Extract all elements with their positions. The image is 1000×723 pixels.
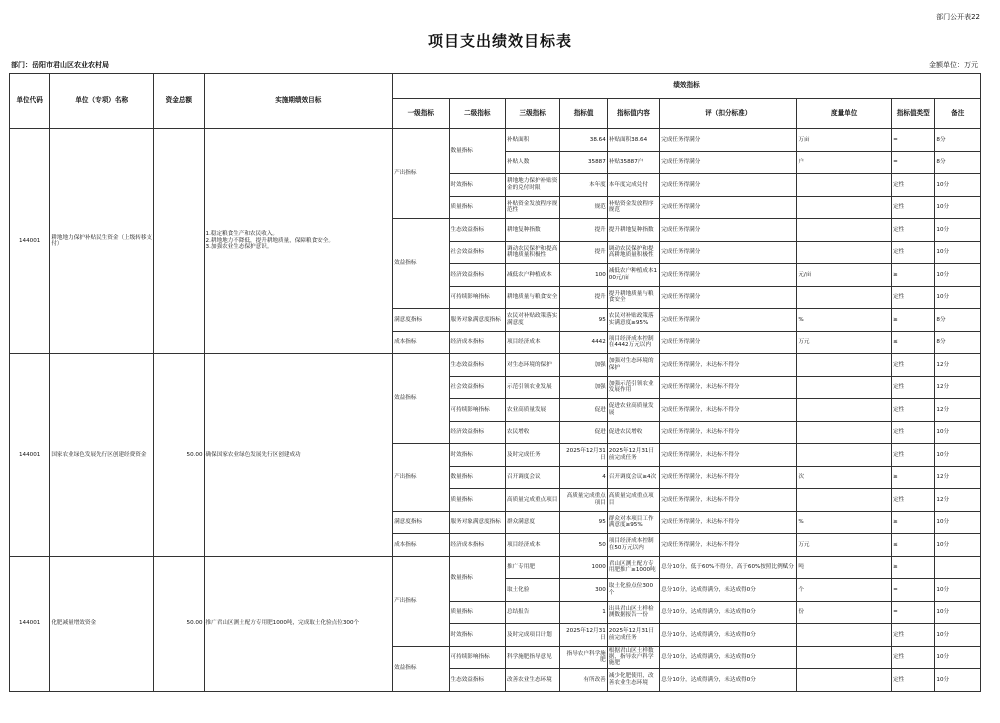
scoring-cell: 完成任务得满分 xyxy=(660,286,797,309)
level3-cell: 及时完成任务 xyxy=(505,444,559,467)
measure-unit-cell xyxy=(797,669,892,692)
measure-unit-cell xyxy=(797,646,892,669)
remark-cell: 12分 xyxy=(935,466,981,489)
level2-cell: 数量指标 xyxy=(449,466,505,489)
department-label: 部门：岳阳市君山区农业农村局 xyxy=(11,61,109,69)
remark-cell xyxy=(935,556,981,579)
indicator-content-cell: 项目经济成本控制在4442万元以内 xyxy=(607,331,659,354)
remark-cell: 12分 xyxy=(935,399,981,422)
level3-cell: 取土化验 xyxy=(505,579,559,602)
level1-cell: 产出指标 xyxy=(393,444,449,512)
project-name-cell: 国家农业绿色发展先行区创建经费资金 xyxy=(50,354,154,557)
indicator-content-cell: 补贴面积38.64 xyxy=(607,129,659,152)
level2-cell: 经济效益指标 xyxy=(449,264,505,287)
level3-cell: 推广专用肥 xyxy=(505,556,559,579)
value-type-cell: 定性 xyxy=(892,399,935,422)
indicator-content-cell: 取土化验点位300个 xyxy=(607,579,659,602)
indicator-content-cell: 群众对本项目工作满意度≥95% xyxy=(607,511,659,534)
value-type-cell: 定性 xyxy=(892,354,935,377)
level2-cell: 可持续影响指标 xyxy=(449,286,505,309)
scoring-cell: 总分10分，达成得满分，未达成得0分 xyxy=(660,601,797,624)
remark-cell: 10分 xyxy=(935,646,981,669)
measure-unit-cell xyxy=(797,354,892,377)
value-type-cell: 定性 xyxy=(892,219,935,242)
indicator-content-cell: 农民对补贴政策落实满意度≥95% xyxy=(607,309,659,332)
measure-unit-cell: 万元 xyxy=(797,331,892,354)
scoring-cell: 完成任务得满分，未达标不得分 xyxy=(660,444,797,467)
scoring-cell: 完成任务得满分，未达标不得分 xyxy=(660,466,797,489)
scoring-cell: 总分10分，低于60%不得分，高于60%按照比例赋分 xyxy=(660,556,797,579)
level2-cell: 可持续影响指标 xyxy=(449,399,505,422)
level2-cell: 服务对象满意度指标 xyxy=(449,511,505,534)
performance-table xyxy=(9,73,981,692)
remark-cell: 10分 xyxy=(935,241,981,264)
indicator-content-cell: 加强对生态环境的保护 xyxy=(607,354,659,377)
indicator-value-cell: 4 xyxy=(560,466,607,489)
level3-cell: 农业高质量发展 xyxy=(505,399,559,422)
scoring-cell: 完成任务得满分 xyxy=(660,219,797,242)
measure-unit-cell: 万元 xyxy=(797,534,892,557)
value-type-cell: 定性 xyxy=(892,444,935,467)
measure-unit-cell xyxy=(797,421,892,444)
remark-cell: 10分 xyxy=(935,444,981,467)
value-type-cell: 定性 xyxy=(892,196,935,219)
value-type-cell: = xyxy=(892,129,935,152)
measure-unit-cell: 户 xyxy=(797,151,892,174)
remark-cell: 12分 xyxy=(935,376,981,399)
indicator-value-cell: 2025年12月31日 xyxy=(560,624,607,647)
value-type-cell: ≥ xyxy=(892,264,935,287)
level3-cell: 及时完成项目计划 xyxy=(505,624,559,647)
level3-cell: 项目经济成本 xyxy=(505,534,559,557)
value-type-cell: ≥ xyxy=(892,556,935,579)
indicator-value-cell: 1000 xyxy=(560,556,607,579)
scoring-cell: 完成任务得满分 xyxy=(660,241,797,264)
indicator-value-cell: 95 xyxy=(560,511,607,534)
level3-cell: 补贴资金发放程序规范性 xyxy=(505,196,559,219)
remark-cell: 10分 xyxy=(935,219,981,242)
level1-cell: 效益指标 xyxy=(393,219,449,309)
indicator-content-cell: 根据君山区土样数据，指导农户科学施肥 xyxy=(607,646,659,669)
level2-cell: 时效指标 xyxy=(449,444,505,467)
page-title: 项目支出绩效目标表 xyxy=(427,32,572,50)
indicator-value-cell: 100 xyxy=(560,264,607,287)
value-type-cell: = xyxy=(892,151,935,174)
measure-unit-cell xyxy=(797,219,892,242)
level1-cell: 满意度指标 xyxy=(393,511,449,534)
level1-cell: 成本指标 xyxy=(393,331,449,354)
header-indicator-content: 指标值内容 xyxy=(607,99,659,129)
scoring-cell: 完成任务得满分 xyxy=(660,151,797,174)
indicator-value-cell: 指导农户科学施肥 xyxy=(560,646,607,669)
measure-unit-cell: 万亩 xyxy=(797,129,892,152)
level3-cell: 改善农业生态环境 xyxy=(505,669,559,692)
level2-cell: 质量指标 xyxy=(449,489,505,512)
measure-unit-cell xyxy=(797,489,892,512)
value-type-cell: = xyxy=(892,601,935,624)
indicator-value-cell: 50 xyxy=(560,534,607,557)
scoring-cell: 完成任务得满分 xyxy=(660,174,797,197)
measure-unit-cell: 份 xyxy=(797,601,892,624)
indicator-value-cell: 提升 xyxy=(560,241,607,264)
level3-cell: 减低农户种植成本 xyxy=(505,264,559,287)
scoring-cell: 完成任务得满分，未达标不得分 xyxy=(660,354,797,377)
unit-code-cell: 144001 xyxy=(10,354,50,557)
indicator-content-cell: 补贴35887户 xyxy=(607,151,659,174)
scoring-cell: 完成任务得满分 xyxy=(660,309,797,332)
level2-cell: 生态效益指标 xyxy=(449,354,505,377)
remark-cell: 10分 xyxy=(935,421,981,444)
indicator-content-cell: 提升耕地复种指数 xyxy=(607,219,659,242)
goal-cell: 推广君山区测土配方专用肥1000吨，完成取土化验点位300个 xyxy=(204,556,393,691)
value-type-cell: = xyxy=(892,579,935,602)
measure-unit-cell xyxy=(797,241,892,264)
level3-cell: 总结报告 xyxy=(505,601,559,624)
level1-cell: 成本指标 xyxy=(393,534,449,557)
measure-unit-cell xyxy=(797,399,892,422)
remark-cell: 8分 xyxy=(935,331,981,354)
indicator-value-cell: 1 xyxy=(560,601,607,624)
value-type-cell: 定性 xyxy=(892,376,935,399)
level3-cell: 耕地地力保护补贴资金的兑付时限 xyxy=(505,174,559,197)
header-remark: 备注 xyxy=(935,99,981,129)
level1-cell: 效益指标 xyxy=(393,646,449,691)
level3-cell: 农民对补贴政策落实满意度 xyxy=(505,309,559,332)
remark-cell: 10分 xyxy=(935,286,981,309)
indicator-value-cell: 2025年12月31日 xyxy=(560,444,607,467)
remark-cell: 10分 xyxy=(935,601,981,624)
indicator-content-cell: 减少化肥使用，改善农业生态环境 xyxy=(607,669,659,692)
level3-cell: 农民增收 xyxy=(505,421,559,444)
indicator-value-cell: 提升 xyxy=(560,219,607,242)
scoring-cell: 完成任务得满分 xyxy=(660,331,797,354)
indicator-value-cell: 95 xyxy=(560,309,607,332)
unit-code-cell: 144001 xyxy=(10,556,50,691)
project-name-cell: 化肥减量增效资金 xyxy=(50,556,154,691)
measure-unit-cell xyxy=(797,444,892,467)
indicator-content-cell: 召开调度会议≥4次 xyxy=(607,466,659,489)
level2-cell: 经济成本指标 xyxy=(449,331,505,354)
measure-unit-cell xyxy=(797,196,892,219)
measure-unit-cell xyxy=(797,286,892,309)
measure-unit-cell: % xyxy=(797,309,892,332)
table-row xyxy=(10,354,981,377)
level3-cell: 示范引领农业发展 xyxy=(505,376,559,399)
value-type-cell: 定性 xyxy=(892,174,935,197)
level2-cell: 生态效益指标 xyxy=(449,219,505,242)
measure-unit-cell: 个 xyxy=(797,579,892,602)
header-unit-code: 单位代码 xyxy=(10,74,50,129)
scoring-cell: 完成任务得满分，未达标不得分 xyxy=(660,489,797,512)
goal-cell: 1.稳定粮食生产和农民收入。 2.耕地地力不降低，提升耕地质量，保障粮食安全。 3.加强农业生态保护意识。 xyxy=(204,129,393,354)
indicator-value-cell: 300 xyxy=(560,579,607,602)
remark-cell: 12分 xyxy=(935,354,981,377)
indicator-value-cell: 38.64 xyxy=(560,129,607,152)
level2-cell: 数量指标 xyxy=(449,129,505,174)
indicator-content-cell: 出具君山区土样检测数据报告一份 xyxy=(607,601,659,624)
measure-unit-cell xyxy=(797,376,892,399)
indicator-value-cell: 4442 xyxy=(560,331,607,354)
indicator-content-cell: 促进农民增收 xyxy=(607,421,659,444)
header-scoring: 评（扣分标准） xyxy=(660,99,797,129)
remark-cell: 12分 xyxy=(935,489,981,512)
remark-cell: 10分 xyxy=(935,511,981,534)
indicator-content-cell: 2025年12月31日前完成任务 xyxy=(607,624,659,647)
remark-cell: 10分 xyxy=(935,579,981,602)
value-type-cell: 定性 xyxy=(892,646,935,669)
scoring-cell: 完成任务得满分，未达标不得分 xyxy=(660,534,797,557)
level3-cell: 项目经济成本 xyxy=(505,331,559,354)
indicator-value-cell: 高质量完成重点项目 xyxy=(560,489,607,512)
total-funds-cell: 50.00 xyxy=(154,354,204,557)
indicator-value-cell: 35887 xyxy=(560,151,607,174)
remark-cell: 10分 xyxy=(935,624,981,647)
level2-cell: 社会效益指标 xyxy=(449,241,505,264)
remark-cell: 10分 xyxy=(935,196,981,219)
measure-unit-cell xyxy=(797,174,892,197)
level1-cell: 产出指标 xyxy=(393,556,449,646)
remark-cell: 8分 xyxy=(935,129,981,152)
value-type-cell: 定性 xyxy=(892,669,935,692)
scoring-cell: 完成任务得满分 xyxy=(660,264,797,287)
total-funds-cell: 50.00 xyxy=(154,556,204,691)
scoring-cell: 总分10分，达成得满分，未达成得0分 xyxy=(660,669,797,692)
level1-cell: 满意度指标 xyxy=(393,309,449,332)
indicator-value-cell: 促进 xyxy=(560,421,607,444)
indicator-content-cell: 补贴资金发放程序规范 xyxy=(607,196,659,219)
value-type-cell: 定性 xyxy=(892,489,935,512)
unit-code-cell: 144001 xyxy=(10,129,50,354)
level3-cell: 补贴面积 xyxy=(505,129,559,152)
indicator-value-cell: 规范 xyxy=(560,196,607,219)
header-level1: 一级指标 xyxy=(393,99,449,129)
level2-cell: 经济成本指标 xyxy=(449,534,505,557)
level3-cell: 耕地复种指数 xyxy=(505,219,559,242)
header-total-funds: 资金总额 xyxy=(154,74,204,129)
measure-unit-cell xyxy=(797,624,892,647)
indicator-value-cell: 加强 xyxy=(560,376,607,399)
scoring-cell: 完成任务得满分 xyxy=(660,196,797,219)
form-number: 部门公开表22 xyxy=(936,13,980,21)
value-type-cell: ≤ xyxy=(892,331,935,354)
table-body xyxy=(10,129,981,692)
indicator-content-cell: 促进农业高质量发展 xyxy=(607,399,659,422)
amount-unit-label: 金额单位：万元 xyxy=(929,61,978,69)
level2-cell: 时效指标 xyxy=(449,624,505,647)
remark-cell: 10分 xyxy=(935,264,981,287)
scoring-cell: 完成任务得满分，未达标不得分 xyxy=(660,376,797,399)
header-indicators: 绩效指标 xyxy=(393,74,981,99)
value-type-cell: ≥ xyxy=(892,511,935,534)
total-funds-cell xyxy=(154,129,204,354)
scoring-cell: 完成任务得满分，未达标不得分 xyxy=(660,421,797,444)
level3-cell: 补贴人数 xyxy=(505,151,559,174)
header-level2: 二级指标 xyxy=(449,99,505,129)
indicator-value-cell: 本年度 xyxy=(560,174,607,197)
remark-cell: 10分 xyxy=(935,174,981,197)
measure-unit-cell: % xyxy=(797,511,892,534)
table-row xyxy=(10,556,981,579)
project-name-cell: 耕地地力保护补贴民生资金（上级转移支付） xyxy=(50,129,154,354)
measure-unit-cell: 吨 xyxy=(797,556,892,579)
level3-cell: 召开调度会议 xyxy=(505,466,559,489)
level2-cell: 经济效益指标 xyxy=(449,421,505,444)
level1-cell: 产出指标 xyxy=(393,129,449,219)
header-goal: 实施期绩效目标 xyxy=(204,74,393,129)
indicator-content-cell: 加强示范引领农业发展作用 xyxy=(607,376,659,399)
level2-cell: 可持续影响指标 xyxy=(449,646,505,669)
table-row xyxy=(10,129,981,152)
level2-cell: 时效指标 xyxy=(449,174,505,197)
scoring-cell: 完成任务得满分，未达标不得分 xyxy=(660,511,797,534)
indicator-content-cell: 项目经济成本控制在50万元以内 xyxy=(607,534,659,557)
header-measure-unit: 度量单位 xyxy=(797,99,892,129)
indicator-content-cell: 君山区测土配方专用肥推广≥1000吨 xyxy=(607,556,659,579)
level2-cell: 社会效益指标 xyxy=(449,376,505,399)
value-type-cell: 定性 xyxy=(892,624,935,647)
indicator-value-cell: 有所改善 xyxy=(560,669,607,692)
remark-cell: 10分 xyxy=(935,669,981,692)
level3-cell: 调动农民保护和提高耕地质量积极性 xyxy=(505,241,559,264)
value-type-cell: 定性 xyxy=(892,421,935,444)
measure-unit-cell: 次 xyxy=(797,466,892,489)
indicator-value-cell: 提升 xyxy=(560,286,607,309)
level2-cell: 质量指标 xyxy=(449,601,505,624)
scoring-cell: 完成任务得满分 xyxy=(660,129,797,152)
goal-cell: 确保国家农业绿色发展先行区创建成功 xyxy=(204,354,393,557)
scoring-cell: 总分10分，达成得满分，未达成得0分 xyxy=(660,579,797,602)
value-type-cell: ≥ xyxy=(892,466,935,489)
indicator-value-cell: 促进 xyxy=(560,399,607,422)
header-value-type: 指标值类型 xyxy=(892,99,935,129)
remark-cell: 10分 xyxy=(935,534,981,557)
header-level3: 三级指标 xyxy=(505,99,559,129)
value-type-cell: 定性 xyxy=(892,286,935,309)
indicator-content-cell: 提升耕地质量与粮食安全 xyxy=(607,286,659,309)
level3-cell: 对生态环境的保护 xyxy=(505,354,559,377)
indicator-content-cell: 减低农户种植成本100元/亩 xyxy=(607,264,659,287)
value-type-cell: 定性 xyxy=(892,241,935,264)
level3-cell: 高质量完成重点项目 xyxy=(505,489,559,512)
remark-cell: 8分 xyxy=(935,309,981,332)
scoring-cell: 总分10分，达成得满分，未达成得0分 xyxy=(660,646,797,669)
level2-cell: 服务对象满意度指标 xyxy=(449,309,505,332)
level1-cell: 效益指标 xyxy=(393,354,449,444)
level2-cell: 生态效益指标 xyxy=(449,669,505,692)
indicator-content-cell: 2025年12月31日前完成任务 xyxy=(607,444,659,467)
indicator-content-cell: 本年度完成兑付 xyxy=(607,174,659,197)
indicator-value-cell: 加强 xyxy=(560,354,607,377)
value-type-cell: ≥ xyxy=(892,309,935,332)
value-type-cell: ≤ xyxy=(892,534,935,557)
scoring-cell: 总分10分，达成得满分，未达成得0分 xyxy=(660,624,797,647)
scoring-cell: 完成任务得满分，未达标不得分 xyxy=(660,399,797,422)
indicator-content-cell: 高质量完成重点项目 xyxy=(607,489,659,512)
remark-cell: 8分 xyxy=(935,151,981,174)
level2-cell: 数量指标 xyxy=(449,556,505,601)
measure-unit-cell: 元/亩 xyxy=(797,264,892,287)
indicator-content-cell: 调动农民保护和提高耕地质量积极性 xyxy=(607,241,659,264)
level3-cell: 科学施肥指导意见 xyxy=(505,646,559,669)
level2-cell: 质量指标 xyxy=(449,196,505,219)
header-indicator-value: 指标值 xyxy=(560,99,607,129)
level3-cell: 群众满意度 xyxy=(505,511,559,534)
header-project-name: 单位（专项）名称 xyxy=(50,74,154,129)
level3-cell: 耕地质量与粮食安全 xyxy=(505,286,559,309)
